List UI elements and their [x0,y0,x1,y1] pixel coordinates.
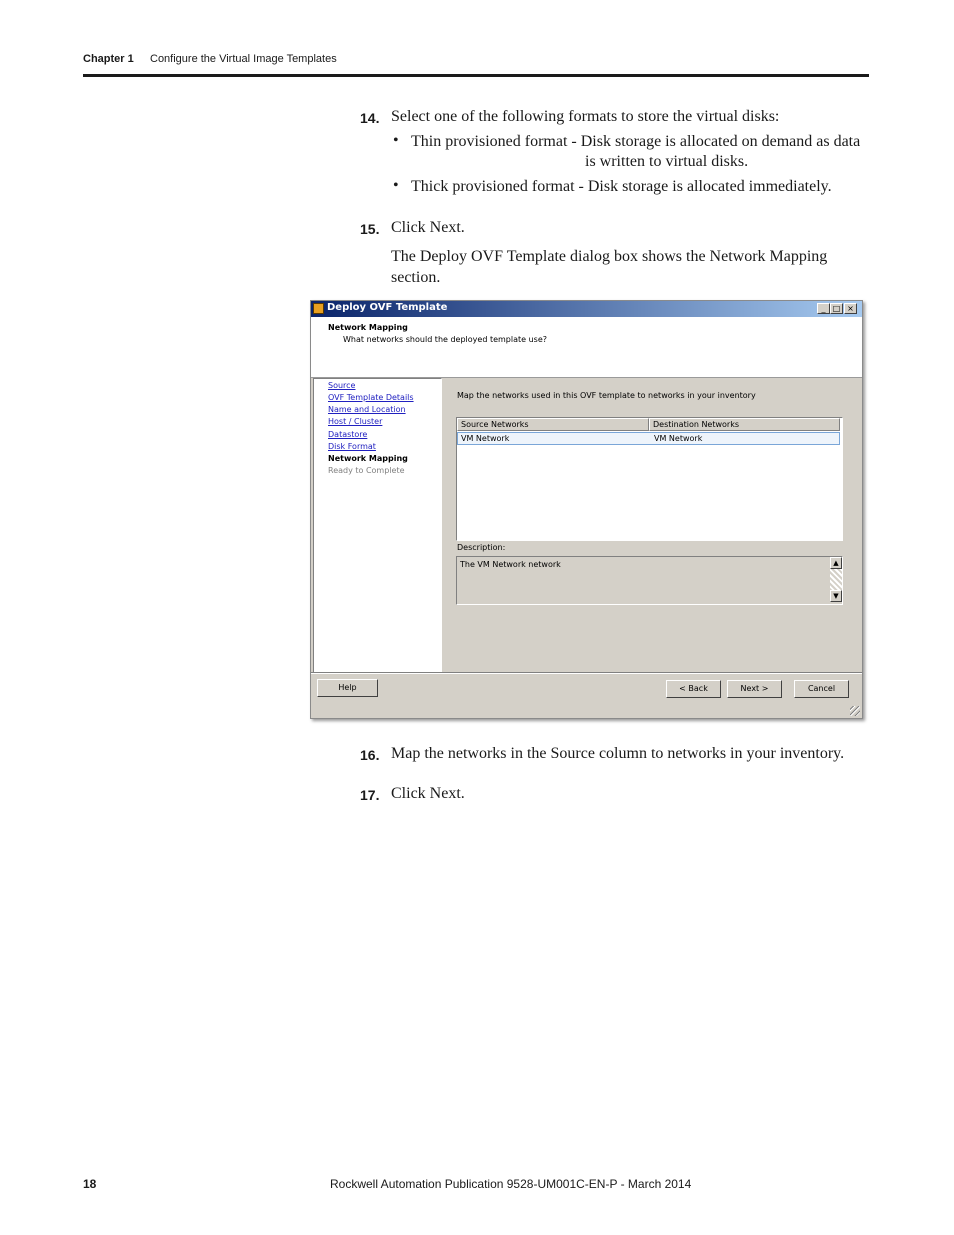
close-icon[interactable]: × [844,303,857,314]
description-box [456,556,843,605]
source-network-cell: VM Network [461,434,510,443]
column-header-destination[interactable]: Destination Networks [649,418,840,431]
network-mapping-grid[interactable] [456,417,843,541]
nav-item-network-mapping: Network Mapping [328,454,408,463]
scroll-down-icon[interactable]: ▼ [830,590,842,602]
bullet-thick: Thick provisioned format - Disk storage is allocated immediately. [411,178,832,195]
step-15-number: 15. [360,221,380,237]
bullet-thin-line1: Thin provisioned format - Disk storage is allocated on demand as data [411,133,861,150]
nav-item-name-and-location[interactable]: Name and Location [328,405,406,414]
nav-item-ready-to-complete: Ready to Complete [328,466,405,475]
table-row[interactable] [457,432,840,445]
nav-item-datastore[interactable]: Datastore [328,430,368,439]
next-button[interactable]: Next > [727,680,782,698]
resize-grip-icon[interactable] [850,706,860,716]
bullet-thin-line2: is written to virtual disks. [585,153,749,170]
button-separator [311,672,862,674]
scroll-up-icon[interactable]: ▲ [830,557,842,569]
nav-item-host-cluster[interactable]: Host / Cluster [328,417,383,426]
wizard-nav [313,378,442,673]
description-text: The VM Network network [460,560,561,569]
bullet-dot-icon: • [393,132,399,149]
back-button[interactable]: < Back [666,680,721,698]
step-15-note-line1: The Deploy OVF Template dialog box shows the Network Mapping [391,248,828,265]
maximize-icon[interactable]: □ [830,303,843,314]
nav-item-source[interactable]: Source [328,381,356,390]
banner-subtitle: What networks should the deployed template use? [343,335,548,344]
bullet-dot-icon: • [393,177,399,194]
chapter-title: Configure the Virtual Image Templates [150,53,337,65]
cancel-button[interactable]: Cancel [794,680,849,698]
page-number: 18 [83,1177,97,1191]
dialog-title: Deploy OVF Template [327,302,448,313]
description-label: Description: [457,543,506,552]
step-16-text: Map the networks in the Source column to networks in your inventory. [391,745,845,762]
nav-item-disk-format[interactable]: Disk Format [328,442,376,451]
column-header-source[interactable]: Source Networks [457,418,649,431]
mapping-instruction: Map the networks used in this OVF template to networks in your inventory [457,391,756,400]
description-scrollbar[interactable] [830,557,842,602]
chapter-label: Chapter 1 [83,53,134,65]
banner-title: Network Mapping [328,323,408,332]
destination-network-cell[interactable]: VM Network [654,434,703,443]
step-17-text: Click Next. [391,785,465,802]
step-17-number: 17. [360,787,380,803]
deploy-ovf-dialog [310,300,863,719]
dialog-titlebar [311,301,862,317]
minimize-icon[interactable]: _ [817,303,830,314]
app-icon [313,303,324,314]
step-15-note-line2: section. [391,269,441,286]
step-14-text: Select one of the following formats to store the virtual disks: [391,108,780,125]
step-14-number: 14. [360,110,380,126]
step-16-number: 16. [360,747,380,763]
header-rule [83,74,869,77]
publication-info: Rockwell Automation Publication 9528-UM001C-EN-P - March 2014 [330,1177,692,1191]
nav-item-ovf-template-details[interactable]: OVF Template Details [328,393,414,402]
dialog-banner [311,317,862,378]
step-15-text: Click Next. [391,219,465,236]
help-button[interactable]: Help [317,679,378,697]
